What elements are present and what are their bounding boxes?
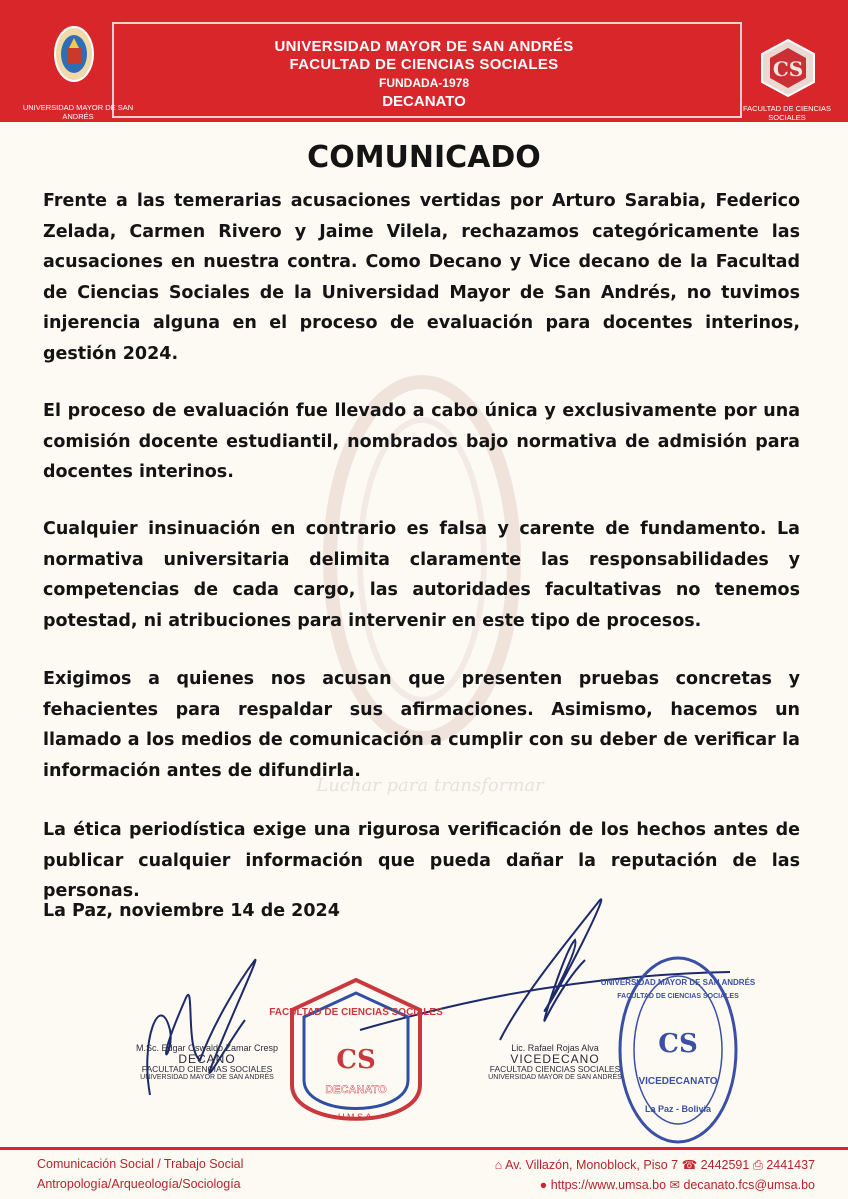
paragraph-1: Frente a las temerarias acusaciones vertidas por Arturo Sarabia, Federico Zelada, Carmen Rivero y Jaime Vilela, rechazamos categóricamente las acusaciones en nuestra contra. Como Decano y Vice decano de la Facultad de Ciencias Sociales de la Universidad Mayor de San Andrés, no tuvimos injerencia alguna en el proceso de evaluación para docentes interinos, gestión 2024. xyxy=(43,191,800,364)
footer-careers-1: Comunicación Social / Trabajo Social xyxy=(37,1157,244,1171)
faculty-name: FACULTAD DE CIENCIAS SOCIALES xyxy=(289,56,559,73)
letterhead-banner xyxy=(0,0,848,122)
paragraph-4: Exigimos a quienes nos acusan que presenten pruebas concretas y fehacientes para respaldar sus afirmaciones. Asimismo, hacemos un llamado a los medios de comunicación a cumplir con su deber de verificar la información antes de difundirla. xyxy=(43,669,800,781)
watermark-motto: Luchar para transformar xyxy=(316,775,544,796)
red-stamp-top: FACULTAD DE CIENCIAS SOCIALES xyxy=(269,1007,443,1018)
paragraph-5: La ética periodística exige una rigurosa verificación de los hechos antes de publicar cualquier información que pueda dañar la reputación de las personas. xyxy=(43,820,800,901)
vicedean-role: VICEDECANO xyxy=(510,1052,600,1066)
right-logo-caption: FACULTAD DE CIENCIAS SOCIALES xyxy=(742,104,832,122)
paragraph-2: El proceso de evaluación fue llevado a cabo única y exclusivamente por una comisión docente estudiantil, nombrados bajo normativa de admisión para docentes interinos. xyxy=(43,401,800,482)
vicedean-signature-block xyxy=(480,1043,630,1082)
dean-name: M.Sc. Edgar Oswaldo Zamar Cresp xyxy=(135,1043,279,1053)
footer-contact-row xyxy=(495,1157,815,1173)
footer-divider xyxy=(0,1147,848,1150)
university-name: UNIVERSIDAD MAYOR DE SAN ANDRÉS xyxy=(274,38,574,55)
vicedean-signature-icon xyxy=(360,899,730,1040)
globe-icon: ● xyxy=(539,1178,548,1192)
red-stamp-center: DECANATO xyxy=(325,1084,387,1096)
dean-signature-block xyxy=(132,1043,282,1082)
footer-web-row xyxy=(540,1177,815,1192)
svg-text:CS: CS xyxy=(658,1029,698,1059)
vicedean-name: Lic. Rafael Rojas Alva xyxy=(511,1043,599,1053)
fax-icon: ⎙ xyxy=(752,1158,763,1172)
blue-stamp-center: VICEDECANATO xyxy=(638,1076,718,1087)
home-icon: ⌂ xyxy=(494,1158,503,1172)
faculty-emblem-icon xyxy=(758,38,818,98)
document-date: La Paz, noviembre 14 de 2024 xyxy=(43,901,340,921)
footer-careers-2: Antropología/Arqueología/Sociología xyxy=(37,1177,241,1191)
decanato-stamp-icon xyxy=(269,980,443,1122)
document-title: COMUNICADO xyxy=(307,140,541,175)
envelope-icon: ✉ xyxy=(669,1178,680,1192)
footer-fax: 2441437 xyxy=(766,1158,815,1172)
dean-faculty: FACULTAD CIENCIAS SOCIALES xyxy=(141,1064,273,1074)
phone-icon: ☎ xyxy=(681,1158,698,1172)
signatures-stamps xyxy=(0,880,848,1160)
blue-stamp-bottom: La Paz - Bolivia xyxy=(644,1104,712,1114)
red-stamp-bottom: U.M.S.A. xyxy=(337,1112,375,1122)
blue-stamp-inner: FACULTAD DE CIENCIAS SOCIALES xyxy=(617,993,739,1000)
left-logo-caption: UNIVERSIDAD MAYOR DE SAN ANDRÉS xyxy=(22,103,134,121)
svg-text:CS: CS xyxy=(336,1045,376,1075)
paragraph-3: Cualquier insinuación en contrario es falsa y carente de fundamento. La normativa universitaria delimita claramente las responsabilidades y competencias de cada cargo, las autoridades facultativas no tenemos potestad, ni atribuciones para intervenir en este tipo de procesos. xyxy=(43,519,800,631)
dean-university: UNIVERSIDAD MAYOR DE SAN ANDRÉS xyxy=(140,1074,274,1081)
founded-year: FUNDADA-1978 xyxy=(378,76,470,90)
vicedean-university: UNIVERSIDAD MAYOR DE SAN ANDRÉS xyxy=(488,1074,622,1081)
footer-email[interactable]: decanato.fcs@umsa.bo xyxy=(683,1178,815,1192)
footer-website[interactable]: https://www.umsa.bo xyxy=(550,1178,667,1192)
footer-address: Av. Villazón, Monoblock, Piso 7 xyxy=(505,1158,679,1172)
blue-stamp-ring: UNIVERSIDAD MAYOR DE SAN ANDRÉS xyxy=(600,978,756,987)
office-name: DECANATO xyxy=(382,93,466,110)
footer-phone: 2442591 xyxy=(700,1158,750,1172)
svg-text:CS: CS xyxy=(772,57,804,81)
vicedean-faculty: FACULTAD CIENCIAS SOCIALES xyxy=(489,1064,621,1074)
dean-role: DECANO xyxy=(178,1052,236,1066)
